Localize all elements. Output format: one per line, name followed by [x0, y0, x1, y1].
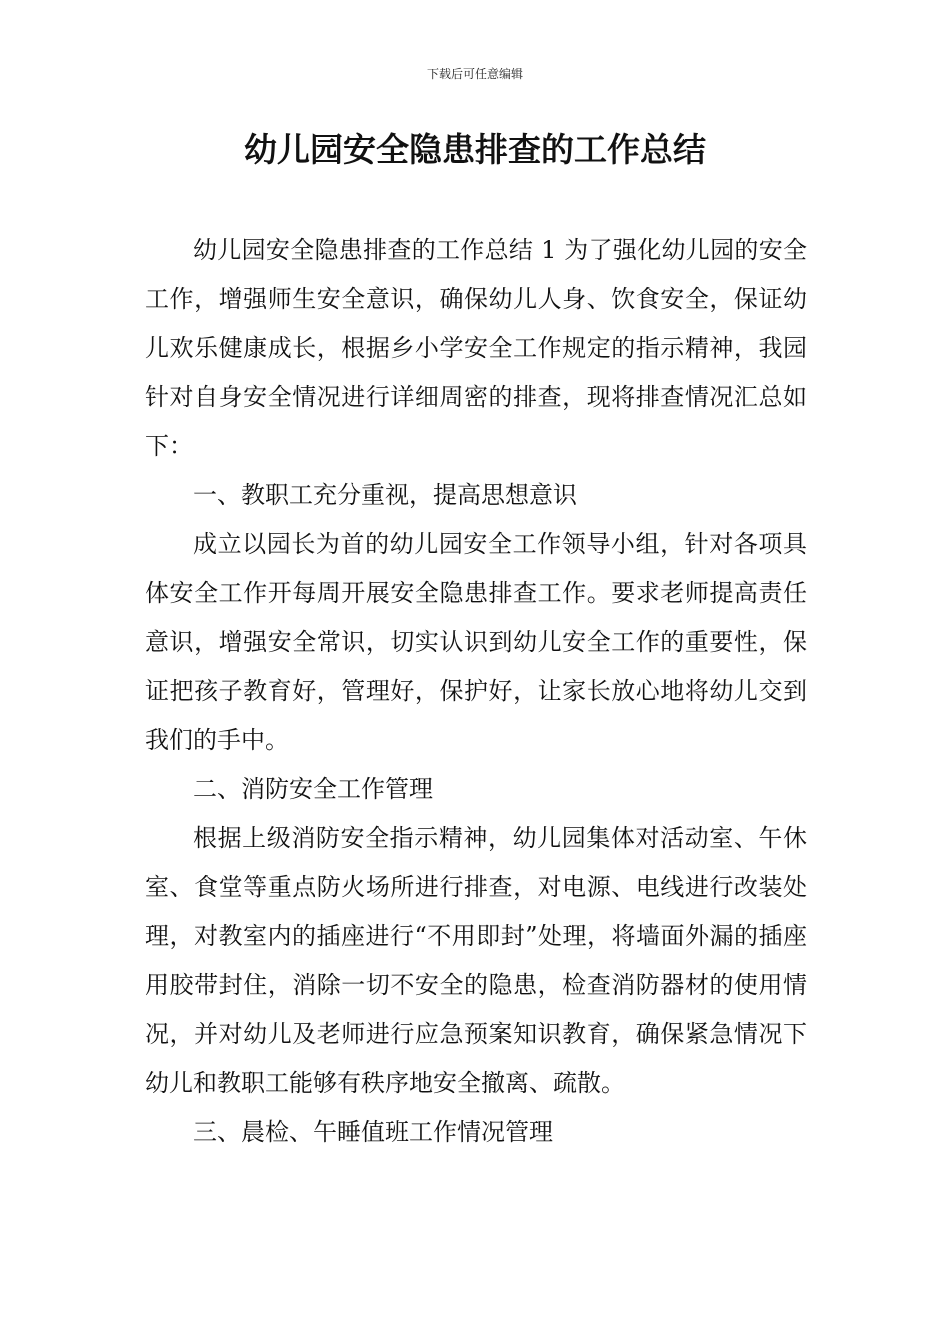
- paragraph-section-1: 成立以园长为首的幼儿园安全工作领导小组，针对各项具体安全工作开每周开展安全隐患排查工作。要求老师提高责任意识，增强安全常识，切实认识到幼儿安全工作的重要性，保证把孩子教育好，管理好，保护好，让家长放心地将幼儿交到我们的手中。: [145, 530, 807, 754]
- paragraph-intro: 幼儿园安全隐患排查的工作总结 1 为了强化幼儿园的安全工作，增强师生安全意识，确保幼儿人身、饮食安全，保证幼儿欢乐健康成长，根据乡小学安全工作规定的指示精神，我园针对自身安全情况进行详细周密的排查，现将排查情况汇总如下：: [145, 236, 807, 460]
- section-heading-3: 三、晨检、午睡值班工作情况管理: [193, 1118, 553, 1146]
- header-note: 下载后可任意编辑: [426, 67, 523, 81]
- paragraph-section-2: 根据上级消防安全指示精神，幼儿园集体对活动室、午休室、食堂等重点防火场所进行排查，对电源、电线进行改装处理，对教室内的插座进行“不用即封”处理，将墙面外漏的插座用胶带封住，消除一切不安全的隐患，检查消防器材的使用情况，并对幼儿及老师进行应急预案知识教育，确保紧急情况下幼儿和教职工能够有秩序地安全撤离、疏散。: [145, 824, 807, 1097]
- section-heading-2: 二、消防安全工作管理: [193, 775, 433, 803]
- section-heading-1: 一、教职工充分重视，提高思想意识: [193, 481, 577, 509]
- document-title: 幼儿园安全隐患排查的工作总结: [244, 130, 706, 169]
- document-body: [145, 226, 807, 1157]
